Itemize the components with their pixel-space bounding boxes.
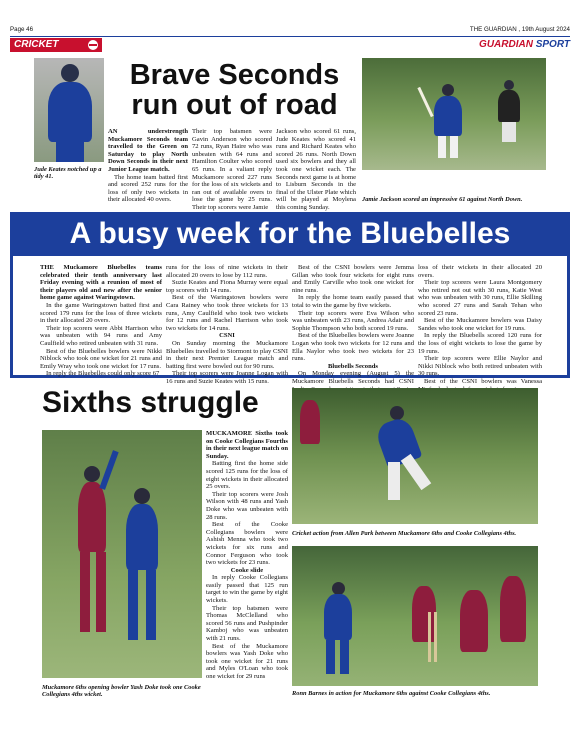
story2-col1 [40, 264, 162, 378]
story1-col1 [108, 128, 188, 206]
section-tab [10, 38, 102, 52]
story2-c4-p5: Their top scorers were Ellie Naylor and Nikki Niblock who both retired unbeaten with 30 runs. [418, 355, 542, 378]
header-rule [10, 36, 570, 37]
story2-c1-p2: In the game Waringstown batted first and scored 179 runs for the loss of three wickets in their allocated 20 overs. [40, 301, 162, 325]
story2-col2 [166, 264, 288, 385]
story2-lead: THE Muckamore Bluebelles teams celebrated their tenth anniversary last Friday evening with a reunion of most of their players old and new after the senior home game against Waringstown. [40, 264, 162, 302]
page-header [10, 26, 570, 36]
story3-p4: In reply Cooke Collegians easily passed that 125 run target to win the game by eight wickets. [206, 574, 288, 605]
story2-col3 [292, 264, 414, 385]
story2-c2-p1: runs for the loss of nine wickets in their allocated 20 overs to lose by 112 runs. [166, 264, 288, 279]
story2-c1-p5: In reply the Bluebelles could only score 67 [46, 370, 160, 378]
story2-c4-p1: loss of their wickets in their allocated 20 overs. [418, 264, 542, 279]
story2-c2-p2: Suzie Keates and Fiona Murray were equal top scorers with 14 runs. [166, 279, 288, 294]
brand-logo [479, 38, 570, 52]
photo-jude-keates [34, 58, 104, 162]
story3-p2: Their top scorers were Josh Wilson with 48 runs and Yash Doke who was unbeaten with 28 runs. [206, 490, 288, 521]
story1-col2 [192, 128, 272, 211]
story2-c3-p1: Best of the CSNI bowlers were Jemma Gillan who took four wickets for eight runs and Emily Carville who took one wicket for nine runs. [292, 264, 414, 294]
story3-sub: Cooke slide [230, 566, 264, 574]
story3-p3: Best of the Cooke Collegians bowlers were Ashish Menna who took two wickets for six runs and Connor Ferguson who took two wickets for 23 runs. [206, 521, 288, 567]
story2-c3-p4: Best of the Bluebelles bowlers were Joanne Logan who took two wickets for 12 runs and Ella Naylor who took two wickets for 23 runs. [292, 332, 414, 363]
section-strip [10, 38, 570, 52]
caption-yash-doke: Muckamore 6ths opening bowler Yash Doke took one Cooke Collegians 4ths wicket. [42, 684, 201, 699]
story3-p1: Batting first the home side scored 125 runs for the loss of eight wickets in their allocated 25 overs. [206, 460, 288, 491]
story2-c3-p3: Their top scorers were Eva Wilson who was unbeaten with 23 runs, Andrea Adair and Sophie Thompson who both scored 19 runs. [292, 309, 414, 332]
story3-p5: Their top batsmen were Thomas McClelland who scored 56 runs and Pushpinder Kamboj who was unbeaten with 21 runs. [206, 604, 288, 643]
photo-jamie-jackson [362, 58, 546, 170]
photo-yash-doke [42, 430, 202, 678]
headline-bluebelles: A busy week for the Bluebelles [69, 217, 511, 250]
story1-col3 [276, 128, 356, 211]
caption-jude-keates: Jude Keates notched up a tidy 41. [34, 166, 102, 181]
headline-sixths-struggle: Sixths struggle [42, 386, 259, 419]
caption-jamie-jackson: Jamie Jackson scored an impressive 61 against North Down. [362, 196, 523, 203]
story2-c3-p5: On Monday evening (August 5) the Muckamore Bluebells Seconds had CSNI [292, 370, 414, 385]
caption-allen-park: Cricket action from Allen Park between Muckamore 6ths and Cooke Collegians 4ths. [292, 530, 517, 537]
brand-sport: SPORT [535, 39, 570, 50]
caption-ronn-barnes: Ronn Barnes in action for Muckamore 6ths against Cooke Collegians 4ths. [292, 690, 491, 697]
story1-p3: Jackson who scored 61 runs, Jude Keates who scored 41 runs and Richard Keates who scored 26 runs. North Down used six bowlers and they all took one wicket each. The Seconds next game is at home to Lisburn Seconds in the final of the Ulster Plate which will be played at Moylena this coming Sunday. [276, 128, 356, 211]
brand-guardian: GUARDIAN [479, 39, 533, 50]
issue-date: THE GUARDIAN , 19th August 2024 [469, 26, 570, 33]
story2-c3-p2: In reply the home team easily passed that total to win the game by five wickets. [292, 294, 414, 309]
photo-ronn-barnes [292, 546, 538, 686]
headline-brave-seconds: Brave Seconds run out of road [129, 59, 340, 121]
section-label: CRICKET [14, 39, 59, 50]
story2-sub-csni: CSNI [219, 332, 235, 340]
story2-c4-p2: Their top scorers were Laura Montgomery who retired not out with 30 runs, Katie West who was unbeaten with 30 runs, Ellie Skilling who scored 27 runs and Sarah Tehan who scored 23 runs. [418, 279, 542, 317]
story1-p2: Their top batsmen were Gavin Anderson who scored 72 runs, Ryan Haire who was unbeaten with 64 runs and Hamilton Coulter who scored 65 runs. In a valiant reply Muckamore scored 227 runs for the loss of six wickets and ran out of available overs to lose the game by 25 runs. Their top scorers were Jamie [192, 128, 272, 211]
story2-c4-p6: Best of the CSNI bowlers was Vanessa [424, 377, 542, 385]
story2-c4-p3: Best of the Muckamore bowlers was Daisy Sandes who took one wicket for 19 runs. [418, 317, 542, 332]
story2-c2-p4: On Sunday morning the Muckamore Bluebelles travelled to Stormont to play CSNI in their next Premier League match and batting first were bowled out for 90 runs. [166, 339, 288, 370]
photo-allen-park-action [292, 388, 538, 524]
cricket-ball-icon [88, 40, 98, 50]
page-number: Page 46 [10, 26, 34, 33]
story1-p1: The home team batted first and scored 252 runs for the loss of only two wickets in their allocated 40 overs. [108, 173, 188, 204]
story2-c1-p3: Their top scorers were Abbi Harrison who was unbeaten with 94 runs and Amy Caulfield who retired unbeaten with 31 runs. [40, 324, 162, 347]
story2-c4-p4: In reply the Bluebells scored 120 runs for the loss of eight wickets to lose the game by 19 runs. [418, 332, 542, 355]
story2-col4 [418, 264, 542, 385]
story2-sub-seconds: Bluebells Seconds [327, 362, 378, 370]
story3-p6: Best of the Muckamore bowlers was Yash Doke who took one wicket for 21 runs and Myles O'Loan who took one wicket for 29 runs [206, 642, 288, 680]
story3-lead: MUCKAMORE Sixths took on Cooke Collegians Fourths in their next league match on Sunday. [206, 430, 288, 460]
story2-c1-p4: Best of the Bluebelles bowlers were Nikki Niblock who took one wicket for 21 runs and Emily Wray who took one wicket for 17 runs. [40, 347, 162, 370]
story2-c2-p3: Best of the Waringstown bowlers were Cara Rainey who took three wickets for 13 runs, Amy Caulfield who took two wickets for 12 runs and Rachel Harrison who took two wickets for 14 runs. [166, 294, 288, 332]
story1-lead: AN understrength Muckamore Seconds team travelled to the Green on Saturday to play North Down Seconds in their next Junior League match. [108, 128, 188, 173]
story2-c2-p5: Their top scorers were Joanne Logan with 16 runs and Suzie Keates with 15 runs. [166, 370, 288, 385]
story3-col [206, 430, 288, 700]
